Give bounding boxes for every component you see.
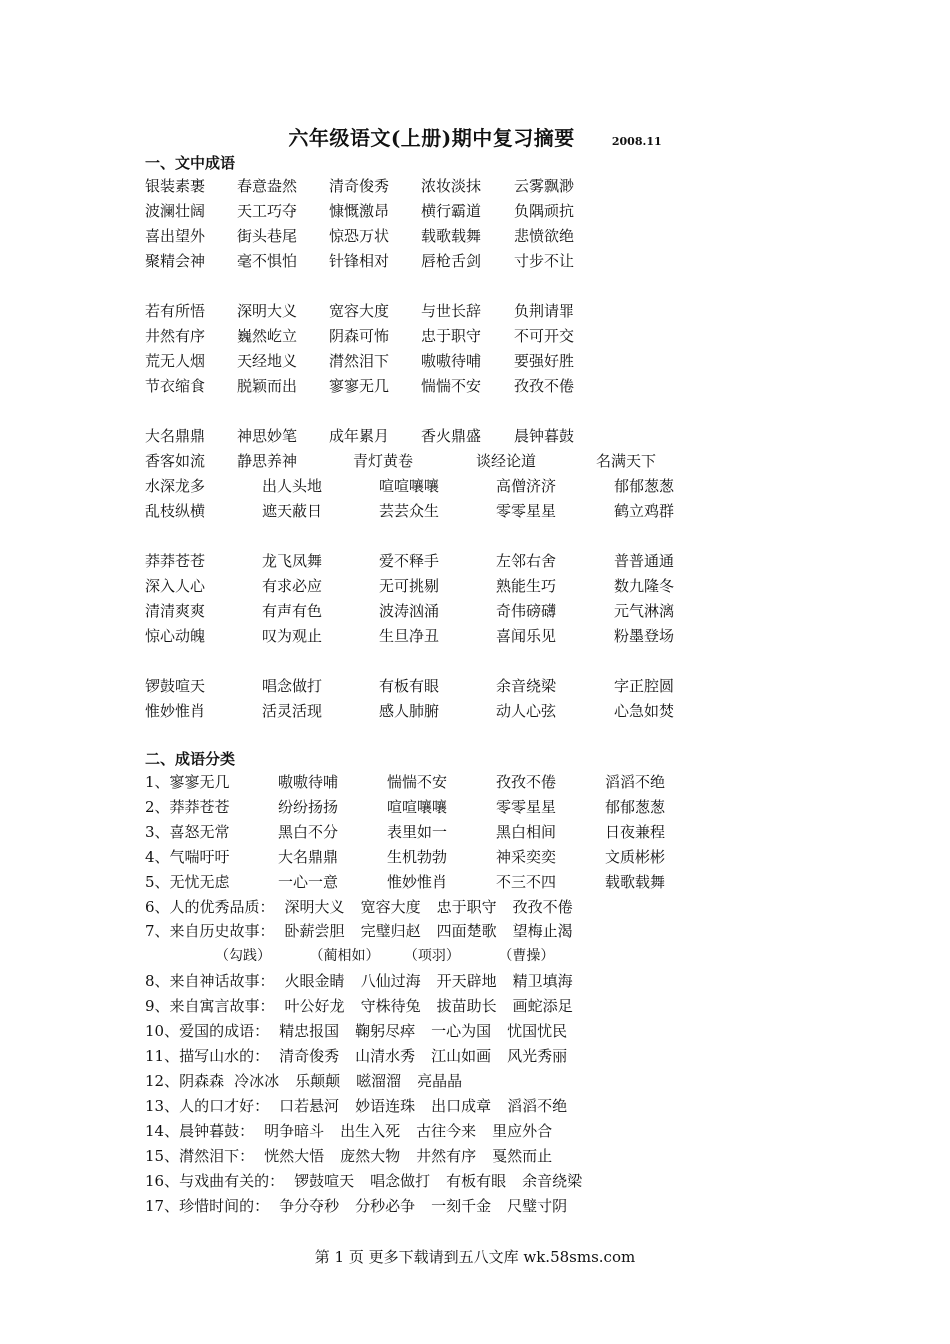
history-person: （勾践） — [215, 948, 271, 964]
idiom: 喧喧嚷嚷 — [379, 477, 440, 495]
idiom: 嗷嗷待哺 — [278, 773, 339, 791]
idiom: 精卫填海 — [512, 972, 573, 990]
idiom: 波涛汹涌 — [379, 602, 440, 620]
idiom: 文质彬彬 — [605, 848, 666, 866]
idiom: 与世长辞 — [421, 302, 482, 320]
idiom: 晨钟暮鼓 — [514, 427, 575, 445]
idiom: 完璧归赵 — [360, 922, 421, 940]
idiom: 香客如流 — [145, 452, 206, 470]
category-line — [145, 971, 589, 991]
idiom: 粉墨登场 — [614, 627, 675, 645]
idiom: 1、寥寥无几 — [145, 773, 230, 791]
history-people-row — [215, 946, 588, 966]
idiom: 拔苗助长 — [436, 997, 497, 1015]
idiom: 郁郁葱葱 — [614, 477, 675, 495]
idiom: 大名鼎鼎 — [145, 427, 206, 445]
title-text: 六年级语文(上册)期中复习摘要 — [288, 126, 575, 150]
idiom: 风光秀丽 — [507, 1047, 568, 1065]
idiom: 惊心动魄 — [145, 627, 206, 645]
idiom: 一心一意 — [278, 873, 339, 891]
category-label: 15、潸然泪下： — [145, 1147, 255, 1165]
idiom: 2、莽莽苍苍 — [145, 798, 230, 816]
idiom: 深明大义 — [284, 898, 345, 916]
title-date: 2008.11 — [611, 135, 662, 148]
idiom: 井然有序 — [416, 1147, 477, 1165]
idiom: 爱不释手 — [379, 552, 440, 570]
idiom: 古往今来 — [416, 1122, 477, 1140]
idiom: 遮天蔽日 — [262, 502, 323, 520]
idiom: 天工巧夺 — [237, 202, 298, 220]
history-person: （项羽） — [403, 948, 460, 964]
history-person: （曹操） — [498, 948, 555, 964]
idiom: 望梅止渴 — [512, 922, 573, 940]
category-label: 10、爱国的成语： — [145, 1022, 270, 1040]
category-label: 14、晨钟暮鼓： — [145, 1122, 255, 1140]
category-label: 11、描写山水的： — [145, 1047, 270, 1065]
idiom: 若有所悟 — [145, 302, 206, 320]
idiom: 不三不四 — [496, 873, 557, 891]
idiom: 街头巷尾 — [237, 227, 298, 245]
idiom: 悲愤欲绝 — [514, 227, 575, 245]
idiom: 字正腔圆 — [614, 677, 675, 695]
idiom: 春意盎然 — [237, 177, 298, 195]
idiom: 寥寥无几 — [329, 377, 390, 395]
idiom: 负隅顽抗 — [514, 202, 575, 220]
idiom: 忠于职守 — [436, 898, 497, 916]
idiom: 表里如一 — [387, 823, 448, 841]
idiom: 争分夺秒 — [279, 1197, 340, 1215]
idiom: 鹤立鸡群 — [614, 502, 675, 520]
idiom: 井然有序 — [145, 327, 206, 345]
idiom: 神采奕奕 — [496, 848, 557, 866]
category-label: 9、来自寓言故事： — [145, 997, 275, 1015]
idiom: 喧喧嚷嚷 — [387, 798, 448, 816]
idiom: 芸芸众生 — [379, 502, 440, 520]
idiom: 普普通通 — [614, 552, 675, 570]
idiom: 乐颠颠 — [295, 1072, 341, 1090]
idiom: 唇枪舌剑 — [421, 252, 482, 270]
idiom: 戛然而止 — [492, 1147, 553, 1165]
idiom: 龙飞凤舞 — [262, 552, 323, 570]
category-line — [145, 996, 589, 1016]
idiom: 余音绕梁 — [522, 1172, 583, 1190]
idiom: 数九隆冬 — [614, 577, 675, 595]
idiom: 水深龙多 — [145, 477, 206, 495]
idiom: 惴惴不安 — [421, 377, 482, 395]
idiom: 要强好胜 — [514, 352, 575, 370]
idiom: 叶公好龙 — [284, 997, 345, 1015]
idiom: 零零星星 — [496, 502, 557, 520]
idiom: 莽莽苍苍 — [145, 552, 206, 570]
idiom: 有板有眼 — [446, 1172, 507, 1190]
category-line — [145, 897, 589, 917]
category-label: 12、阴森森 — [145, 1072, 225, 1090]
idiom: 谈经论道 — [476, 452, 537, 470]
idiom: 有板有眼 — [379, 677, 440, 695]
idiom: 宽容大度 — [360, 898, 421, 916]
idiom: 画蛇添足 — [512, 997, 573, 1015]
idiom: 忠于职守 — [421, 327, 482, 345]
idiom: 惟妙惟肖 — [145, 702, 206, 720]
category-label: 17、珍惜时间的： — [145, 1197, 270, 1215]
idiom: 香火鼎盛 — [421, 427, 482, 445]
idiom: 四面楚歌 — [436, 922, 497, 940]
category-label: 7、来自历史故事： — [145, 922, 275, 940]
idiom: 忧国忧民 — [507, 1022, 568, 1040]
idiom: 荒无人烟 — [145, 352, 206, 370]
idiom: 静思养神 — [237, 452, 298, 470]
idiom: 3、喜怒无常 — [145, 823, 230, 841]
idiom: 亮晶晶 — [417, 1072, 463, 1090]
idiom: 守株待兔 — [360, 997, 421, 1015]
idiom: 生旦净丑 — [379, 627, 440, 645]
idiom: 日夜兼程 — [605, 823, 666, 841]
idiom: 熟能生巧 — [496, 577, 557, 595]
idiom: 嗞溜溜 — [356, 1072, 402, 1090]
idiom: 尺璧寸阴 — [507, 1197, 568, 1215]
idiom: 一心为国 — [431, 1022, 492, 1040]
category-line — [145, 1171, 598, 1191]
idiom: 节衣缩食 — [145, 377, 206, 395]
category-label: 16、与戏曲有关的： — [145, 1172, 285, 1190]
idiom: 寸步不让 — [514, 252, 575, 270]
idiom: 山清水秀 — [355, 1047, 416, 1065]
idiom: 火眼金睛 — [284, 972, 345, 990]
category-label: 13、人的口才好： — [145, 1097, 270, 1115]
section1-heading: 一、文中成语 — [145, 154, 236, 172]
idiom: 脱颖而出 — [237, 377, 298, 395]
category-line — [145, 1121, 568, 1141]
idiom: 名满天下 — [596, 452, 657, 470]
idiom: 口若悬河 — [279, 1097, 340, 1115]
idiom: 5、无忧无虑 — [145, 873, 230, 891]
idiom: 惟妙惟肖 — [387, 873, 448, 891]
idiom: 阴森可怖 — [329, 327, 390, 345]
idiom: 精忠报国 — [279, 1022, 340, 1040]
idiom: 高僧济济 — [496, 477, 557, 495]
idiom: 冷冰冰 — [234, 1072, 280, 1090]
idiom: 活灵活现 — [262, 702, 323, 720]
idiom: 毫不惧怕 — [237, 252, 298, 270]
idiom: 恍然大悟 — [264, 1147, 325, 1165]
idiom: 庞然大物 — [340, 1147, 401, 1165]
idiom: 左邻右舍 — [496, 552, 557, 570]
page-footer: 第 1 页 更多下载请到五八文库 wk.58sms.com — [314, 1248, 636, 1266]
idiom: 开天辟地 — [436, 972, 497, 990]
idiom: 卧薪尝胆 — [284, 922, 345, 940]
idiom: 横行霸道 — [421, 202, 482, 220]
idiom: 聚精会神 — [145, 252, 206, 270]
idiom: 一刻千金 — [431, 1197, 492, 1215]
idiom: 深明大义 — [237, 302, 298, 320]
history-person: （蔺相如） — [309, 948, 380, 964]
document-title — [0, 122, 950, 151]
idiom: 八仙过海 — [360, 972, 421, 990]
category-label: 6、人的优秀品质： — [145, 898, 275, 916]
idiom: 心急如焚 — [614, 702, 675, 720]
idiom: 有求必应 — [262, 577, 323, 595]
idiom: 黑白相间 — [496, 823, 557, 841]
idiom: 云雾飘渺 — [514, 177, 575, 195]
category-line — [145, 1096, 583, 1116]
idiom: 喜出望外 — [145, 227, 206, 245]
idiom: 成年累月 — [329, 427, 390, 445]
idiom: 滔滔不绝 — [605, 773, 666, 791]
idiom: 清清爽爽 — [145, 602, 206, 620]
idiom: 针锋相对 — [329, 252, 390, 270]
idiom: 余音绕梁 — [496, 677, 557, 695]
idiom: 明争暗斗 — [264, 1122, 325, 1140]
idiom: 慷慨激昂 — [329, 202, 390, 220]
idiom: 乱枝纵横 — [145, 502, 206, 520]
category-line — [145, 921, 589, 941]
idiom: 鞠躬尽瘁 — [355, 1022, 416, 1040]
idiom: 锣鼓喧天 — [145, 677, 206, 695]
idiom: 里应外合 — [492, 1122, 553, 1140]
idiom: 锣鼓喧天 — [294, 1172, 355, 1190]
idiom: 出生入死 — [340, 1122, 401, 1140]
idiom: 唱念做打 — [262, 677, 323, 695]
idiom: 4、气喘吁吁 — [145, 848, 230, 866]
idiom: 巍然屹立 — [237, 327, 298, 345]
category-line — [145, 1071, 478, 1091]
category-line — [145, 1021, 583, 1041]
idiom: 妙语连珠 — [355, 1097, 416, 1115]
idiom: 零零星星 — [496, 798, 557, 816]
idiom: 动人心弦 — [496, 702, 557, 720]
idiom: 神思妙笔 — [237, 427, 298, 445]
idiom: 波澜壮阔 — [145, 202, 206, 220]
category-line — [145, 1146, 568, 1166]
idiom: 潸然泪下 — [329, 352, 390, 370]
idiom: 黑白不分 — [278, 823, 339, 841]
idiom: 有声有色 — [262, 602, 323, 620]
category-label: 8、来自神话故事： — [145, 972, 275, 990]
idiom: 不可开交 — [514, 327, 575, 345]
idiom: 银装素裹 — [145, 177, 206, 195]
category-line — [145, 1046, 583, 1066]
idiom: 叹为观止 — [262, 627, 323, 645]
idiom: 孜孜不倦 — [512, 898, 573, 916]
idiom: 出人头地 — [262, 477, 323, 495]
idiom: 载歌载舞 — [605, 873, 666, 891]
idiom: 大名鼎鼎 — [278, 848, 339, 866]
idiom: 唱念做打 — [370, 1172, 431, 1190]
idiom: 惴惴不安 — [387, 773, 448, 791]
idiom: 载歌载舞 — [421, 227, 482, 245]
idiom: 清奇俊秀 — [279, 1047, 340, 1065]
idiom: 宽容大度 — [329, 302, 390, 320]
category-line — [145, 1196, 583, 1216]
idiom: 孜孜不倦 — [514, 377, 575, 395]
idiom: 江山如画 — [431, 1047, 492, 1065]
idiom: 负荆请罪 — [514, 302, 575, 320]
idiom: 喜闻乐见 — [496, 627, 557, 645]
idiom: 出口成章 — [431, 1097, 492, 1115]
section2-heading: 二、成语分类 — [145, 750, 236, 768]
idiom: 元气淋漓 — [614, 602, 675, 620]
idiom: 惊恐万状 — [329, 227, 390, 245]
idiom: 青灯黄卷 — [353, 452, 414, 470]
idiom: 郁郁葱葱 — [605, 798, 666, 816]
idiom: 嗷嗷待哺 — [421, 352, 482, 370]
idiom: 生机勃勃 — [387, 848, 448, 866]
idiom: 清奇俊秀 — [329, 177, 390, 195]
idiom: 滔滔不绝 — [507, 1097, 568, 1115]
idiom: 奇伟磅礴 — [496, 602, 557, 620]
idiom: 孜孜不倦 — [496, 773, 557, 791]
idiom: 纷纷扬扬 — [278, 798, 339, 816]
idiom: 分秒必争 — [355, 1197, 416, 1215]
idiom: 浓妆淡抹 — [421, 177, 482, 195]
idiom: 无可挑剔 — [379, 577, 440, 595]
idiom: 深入人心 — [145, 577, 206, 595]
idiom: 感人肺腑 — [379, 702, 440, 720]
idiom: 天经地义 — [237, 352, 298, 370]
